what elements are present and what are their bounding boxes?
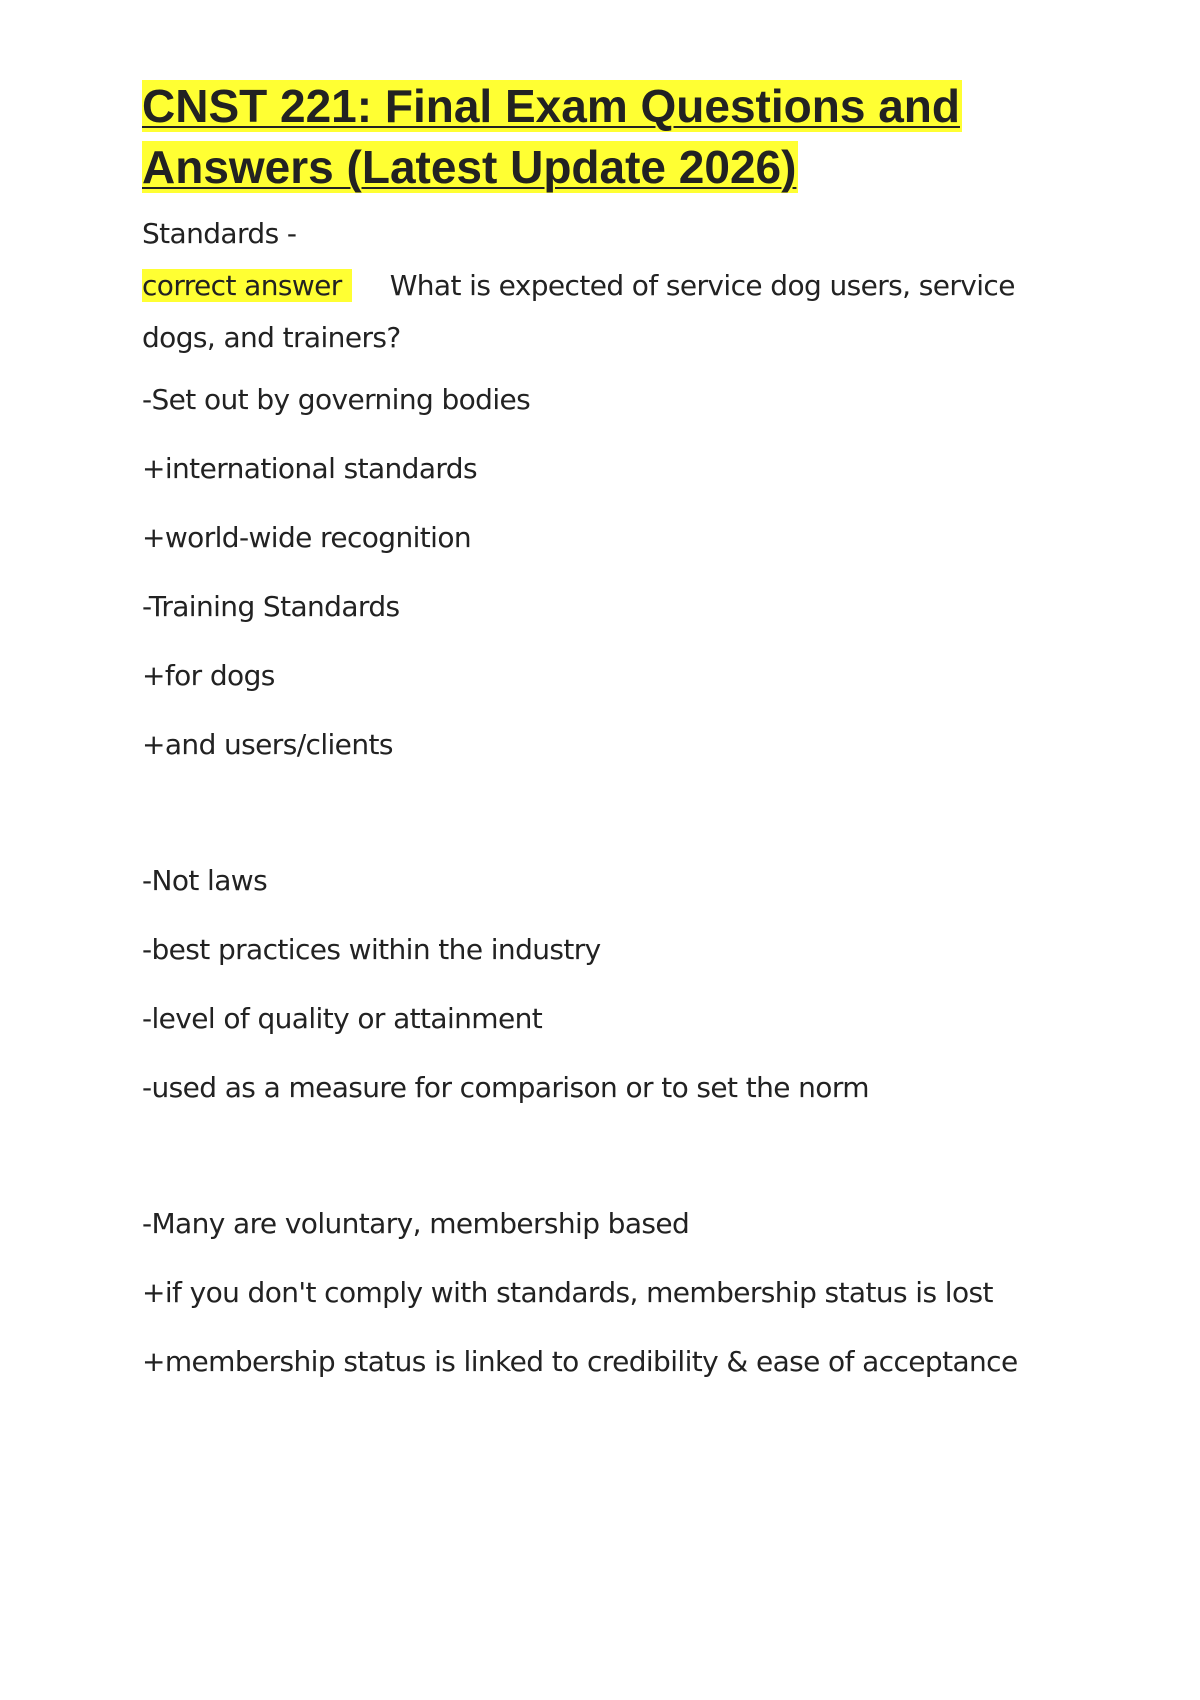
list-item: -Many are voluntary, membership based: [142, 1207, 690, 1240]
list-item: -used as a measure for comparison or to set the norm: [142, 1071, 869, 1104]
document-page: [142, 76, 1062, 1437]
list-item: +for dogs: [142, 659, 275, 692]
list-item: +international standards: [142, 452, 477, 485]
list-item: -Training Standards: [142, 590, 400, 623]
list-item: -Not laws: [142, 864, 268, 897]
answer-list: [142, 378, 1062, 1409]
blank-line: [142, 1135, 1062, 1202]
list-item: -best practices within the industry: [142, 933, 601, 966]
list-item: +membership status is linked to credibility & ease of acceptance: [142, 1345, 1018, 1378]
answer-line: [142, 260, 1062, 364]
term-label: Standards -: [142, 217, 297, 250]
correct-answer-badge: correct answer: [142, 269, 352, 302]
question-block: [142, 208, 1062, 364]
list-item: -Set out by governing bodies: [142, 383, 531, 416]
question-text: What is expected of service dog users, service dogs, and trainers?: [142, 269, 1015, 354]
document-title-text: CNST 221: Final Exam Questions and Answers (Latest Update 2026): [142, 80, 960, 193]
blank-line: [142, 792, 1062, 859]
list-item: +world-wide recognition: [142, 521, 472, 554]
list-item: +if you don't comply with standards, membership status is lost: [142, 1276, 993, 1309]
list-item: -level of quality or attainment: [142, 1002, 543, 1035]
list-item: +and users/clients: [142, 728, 393, 761]
document-title: [142, 76, 1062, 198]
